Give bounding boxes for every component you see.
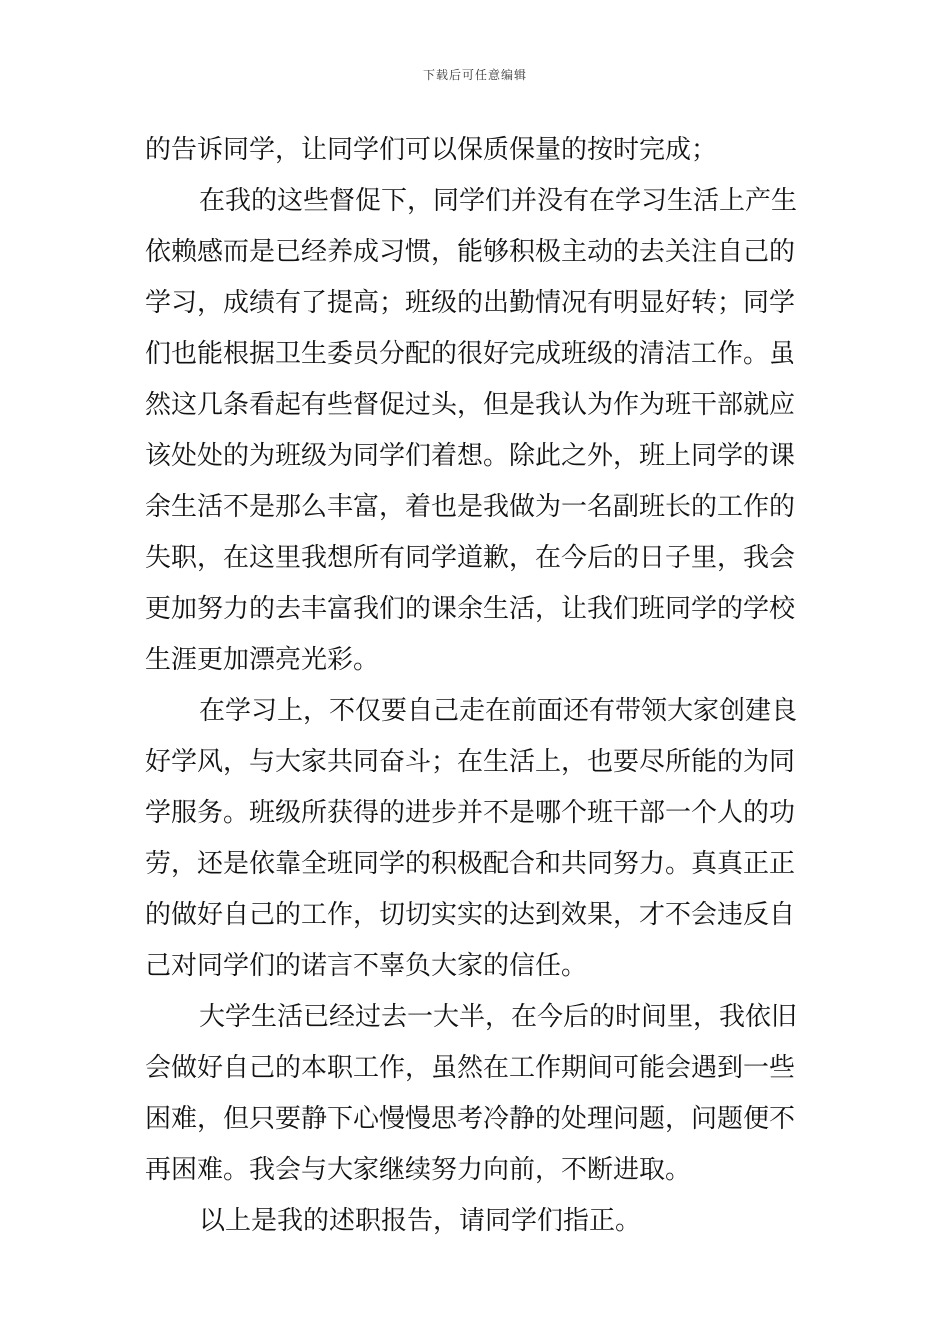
page-header-note: 下载后可任意编辑 [422,68,527,82]
text-line: 然这几条看起有些督促过头，但是我认为作为班干部就应 [145,390,796,420]
text-line: 学习，成绩有了提高；班级的出勤情况有明显好转；同学 [145,288,796,318]
text-line: 困难，但只要静下心慢慢思考冷静的处理问题，问题便不 [145,1104,796,1134]
text-line: 再困难。我会与大家继续努力向前，不断进取。 [145,1155,692,1185]
text-line: 生涯更加漂亮光彩。 [145,645,380,675]
text-line: 们也能根据卫生委员分配的很好完成班级的清洁工作。虽 [145,339,796,369]
text-line: 更加努力的去丰富我们的课余生活，让我们班同学的学校 [145,594,796,624]
text-line: 依赖感而是已经养成习惯，能够积极主动的去关注自己的 [145,237,796,267]
text-line: 的告诉同学，让同学们可以保质保量的按时完成； [145,135,718,165]
paragraph-first-line: 大学生活已经过去一大半，在今后的时间里，我依旧 [199,1002,798,1032]
text-line: 己对同学们的诺言不辜负大家的信任。 [145,951,588,981]
document-body [145,125,807,1247]
paragraph-first-line: 在我的这些督促下，同学们并没有在学习生活上产生 [199,186,798,216]
text-line: 劳，还是依靠全班同学的积极配合和共同努力。真真正正 [145,849,796,879]
text-line: 学服务。班级所获得的进步并不是哪个班干部一个人的功 [145,798,796,828]
paragraph-first-line: 以上是我的述职报告，请同学们指正。 [199,1206,642,1236]
text-line: 余生活不是那么丰富，着也是我做为一名副班长的工作的 [145,492,796,522]
text-line: 失职，在这里我想所有同学道歉，在今后的日子里，我会 [145,543,796,573]
paragraph-first-line: 在学习上，不仅要自己走在前面还有带领大家创建良 [199,696,798,726]
text-line: 会做好自己的本职工作，虽然在工作期间可能会遇到一些 [145,1053,796,1083]
text-line: 的做好自己的工作，切切实实的达到效果，才不会违反自 [145,900,796,930]
text-line: 好学风，与大家共同奋斗；在生活上，也要尽所能的为同 [145,747,796,777]
text-line: 该处处的为班级为同学们着想。除此之外，班上同学的课 [145,441,796,471]
